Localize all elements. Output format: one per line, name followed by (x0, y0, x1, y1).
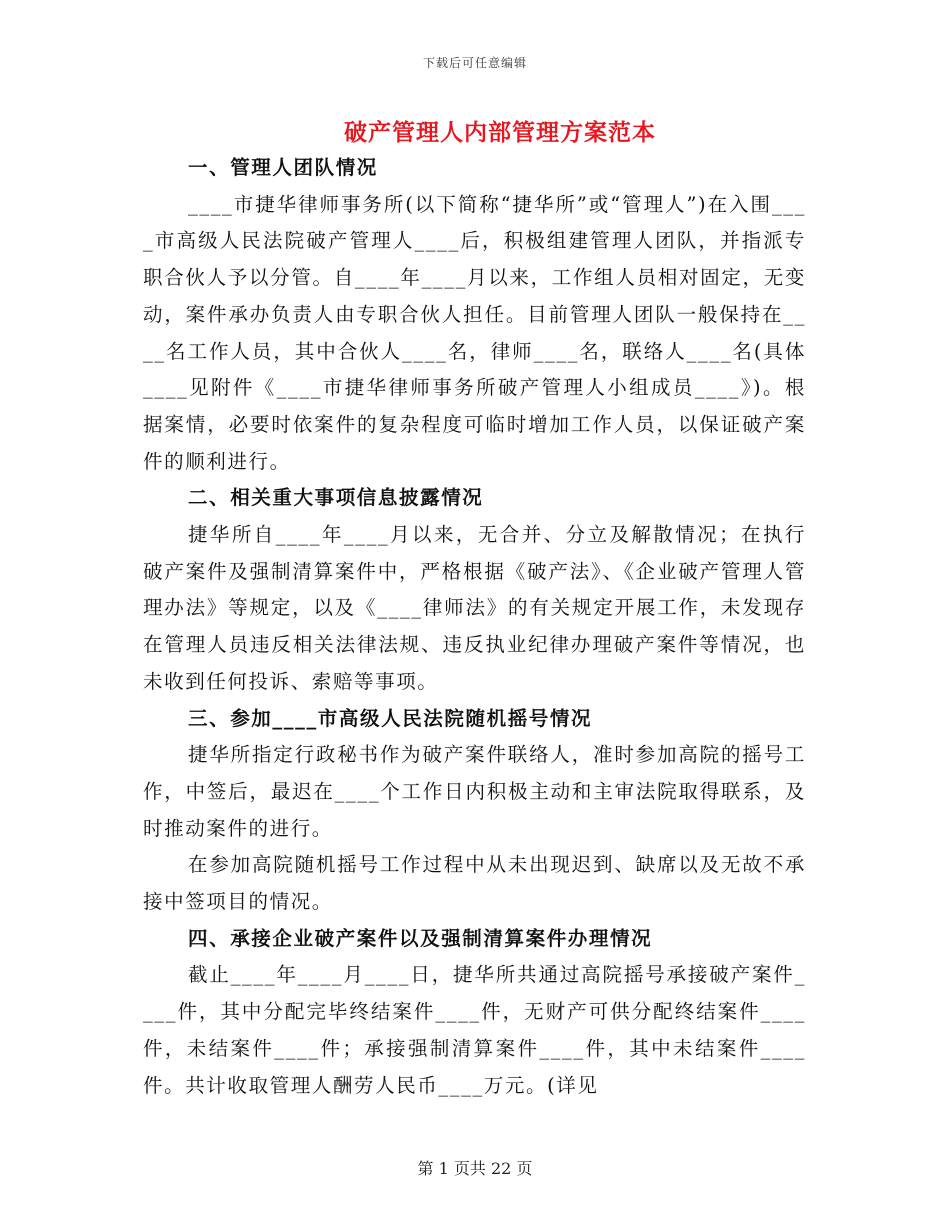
section-heading-team: 一、管理人团队情况 (188, 156, 378, 179)
section-heading-lottery: 三、参加____市高级人民法院随机摇号情况 (188, 706, 593, 730)
section-paragraph: 截止____年____月____日，捷华所共通过高院摇号承接破产案件____件，其中分配完毕终结案件____件，无财产可供分配终结案件____件，未结案件____件；承接强制清算案件____件，其中未结案件____件。共计收取管理人酬劳人民币____万元。(详见 (143, 963, 806, 1097)
section-paragraph: ____市捷华律师事务所(以下简称“捷华所”或“管理人”)在入围____市高级人民法院破产管理人____后，积极组建管理人团队，并指派专职合伙人予以分管。自____年____月以来，工作组人员相对固定，无变动，案件承办负责人由专职合伙人担任。目前管理人团队一般保持在____名工作人员，其中合伙人____名，律师____名，联络人____名(具体____见附件《____市捷华律师事务所破产管理人小组成员____》)。根据案情，必要时依案件的复杂程度可临时增加工作人员，以保证破产案件的顺利进行。 (143, 192, 806, 473)
section-heading-cases: 四、承接企业破产案件以及强制清算案件办理情况 (188, 926, 653, 950)
document-body (143, 150, 806, 1104)
section-paragraph: 捷华所指定行政秘书作为破产案件联络人，准时参加高院的摇号工作，中签后，最迟在____个工作日内积极主动和主审法院取得联系，及时推动案件的进行。 (143, 743, 806, 840)
section-paragraph: 在参加高院随机摇号工作过程中从未出现迟到、缺席以及无故不承接中签项目的情况。 (143, 853, 806, 914)
section-heading-disclosure: 二、相关重大事项信息披露情况 (188, 486, 484, 510)
page-header-note: 下载后可任意编辑 (422, 56, 527, 70)
section-paragraph: 捷华所自____年____月以来，无合并、分立及解散情况；在执行破产案件及强制清算案件中，严格根据《破产法》、《企业破产管理人管理办法》等规定，以及《____律师法》的有关规定开展工作，未发现存在管理人员违反相关法律法规、违反执业纪律办理破产案件等情况，也未收到任何投诉、索赔等事项。 (143, 523, 806, 693)
document-title: 破产管理人内部管理方案范本 (344, 119, 656, 146)
page-number: 第 1 页共 22 页 (417, 1159, 533, 1178)
